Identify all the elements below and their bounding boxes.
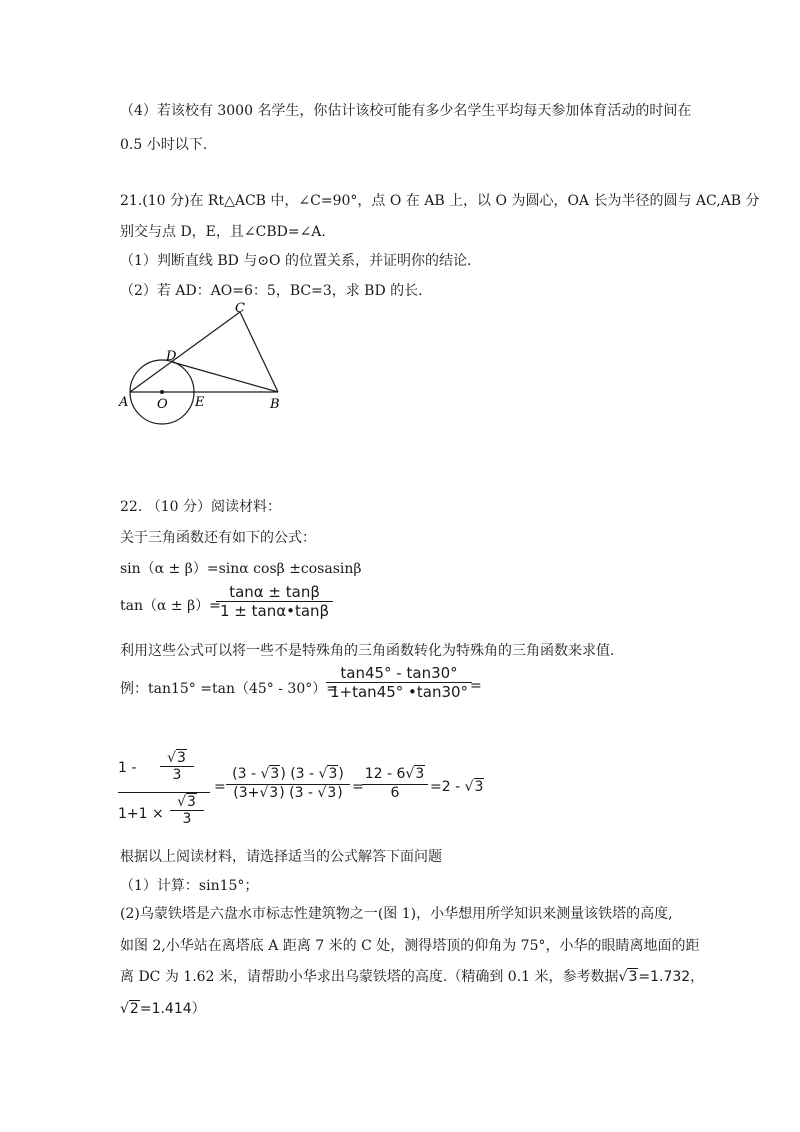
ref-sqrt2: √2 <box>120 1001 139 1017</box>
q22-part2-line3 <box>120 966 704 986</box>
q22-part1: （1）计算：sin15°； <box>120 878 259 894</box>
example-numerator: tan45° - tan30° <box>340 664 458 682</box>
inner-bar <box>160 766 194 783</box>
segment-ac <box>130 312 240 392</box>
example-lhs: 例：tan15° =tan（45° - 30°）= <box>120 681 338 697</box>
c3-numerator: 12 - 6√3 <box>364 766 425 782</box>
segment-cb <box>240 312 278 392</box>
q21-part2: （2）若 AD：AO=6：5，BC=3，求 BD 的长. <box>120 283 423 299</box>
tan-formula-numerator: tanα ± tanβ <box>229 583 320 601</box>
label-c: C <box>235 301 245 316</box>
q22-part2-line2: 如图 2,小华站在离塔底 A 距离 7 米的 C 处，测得塔顶的仰角为 75°，小华的眼睛离地面的距 <box>120 938 700 954</box>
c1-den-root-frac <box>170 794 204 827</box>
c4-result: =2 - √3 <box>430 779 484 795</box>
q20-part4-line2: 0.5 小时以下. <box>120 137 208 153</box>
ref-sqrt2-value: =1.414） <box>139 1001 206 1017</box>
segment-db <box>172 362 278 392</box>
c3-fraction <box>362 766 428 801</box>
c2-fraction <box>226 766 350 801</box>
q21-line2: 别交与点 D，E，且∠CBD=∠A. <box>120 224 326 240</box>
label-a: A <box>119 395 129 410</box>
center-point-o <box>160 390 164 394</box>
q22-instruction: 根据以上阅读材料，请选择适当的公式解答下面问题 <box>120 849 442 865</box>
label-e: E <box>195 395 205 410</box>
c1-denominator <box>118 806 164 822</box>
q22-part2-line1: (2)乌蒙铁塔是六盘水市标志性建筑物之一(图 1)，小华想用所学知识来测量该铁塔的高度, <box>120 906 673 922</box>
equals-1: = <box>214 779 226 795</box>
q22-heading: 22. （10 分）阅读材料： <box>120 499 281 515</box>
q22-intro: 关于三角函数还有如下的公式： <box>120 530 316 546</box>
radical: √3 <box>177 794 196 810</box>
example-fraction <box>326 664 472 701</box>
inner-bar <box>170 810 204 827</box>
q21-part1: （1）判断直线 BD 与⊙O 的位置关系，并证明你的结论. <box>120 253 472 269</box>
compound-fraction <box>118 750 210 830</box>
equals-2: = <box>352 779 364 795</box>
label-b: B <box>270 397 280 412</box>
radicand: 3 <box>177 750 186 766</box>
c1-num-root-frac <box>160 750 194 783</box>
c1-numerator <box>118 760 136 776</box>
q21-geometry-figure <box>115 300 295 430</box>
inner-den: 3 <box>182 811 192 827</box>
example-denominator: 1+tan45° •tan30° <box>330 683 469 701</box>
q20-part4-line1: （4）若该校有 3000 名学生，你估计该校可能有多少名学生平均每天参加体育活动的时间在 <box>120 103 692 119</box>
q21-line1: 21.(10 分)在 Rt△ACB 中，∠C=90°，点 O 在 AB 上，以 O 为圆心，OA 长为半径的圆与 AC,AB 分 <box>120 193 760 209</box>
tan-formula-fraction <box>216 583 333 620</box>
ref-sqrt3-value: =1.732， <box>638 969 705 985</box>
inner-den: 3 <box>172 767 182 783</box>
q22-part2-line4 <box>120 998 206 1018</box>
radicand: 3 <box>187 794 196 810</box>
label-o: O <box>157 397 168 412</box>
q22-sin-formula: sin（α ± β）=sinα cosβ ±cosasinβ <box>120 561 362 577</box>
c2-numerator: (3 - √3) (3 - √3) <box>232 766 344 782</box>
ref-sqrt3: √3 <box>618 969 638 985</box>
c1-den-text: 1+1 × <box>118 806 164 822</box>
c3-denominator: 6 <box>390 785 400 801</box>
q22-part2-line3-text: 离 DC 为 1.62 米，请帮助小华求出乌蒙铁塔的高度.（精确到 0.1 米，参考数据 <box>120 969 619 985</box>
q22-note: 利用这些公式可以将一些不是特殊角的三角函数转化为特殊角的三角函数来求值. <box>120 643 615 659</box>
label-d: D <box>166 349 177 364</box>
c2-denominator: (3+√3) (3 - √3) <box>233 785 343 801</box>
c1-num-text: 1 - <box>118 760 137 776</box>
tan-formula-lhs: tan（α ± β）= <box>120 598 221 614</box>
tan-formula-denominator: 1 ± tanα•tanβ <box>220 602 330 620</box>
radical: √3 <box>167 750 186 766</box>
example-equals: = <box>470 678 482 694</box>
